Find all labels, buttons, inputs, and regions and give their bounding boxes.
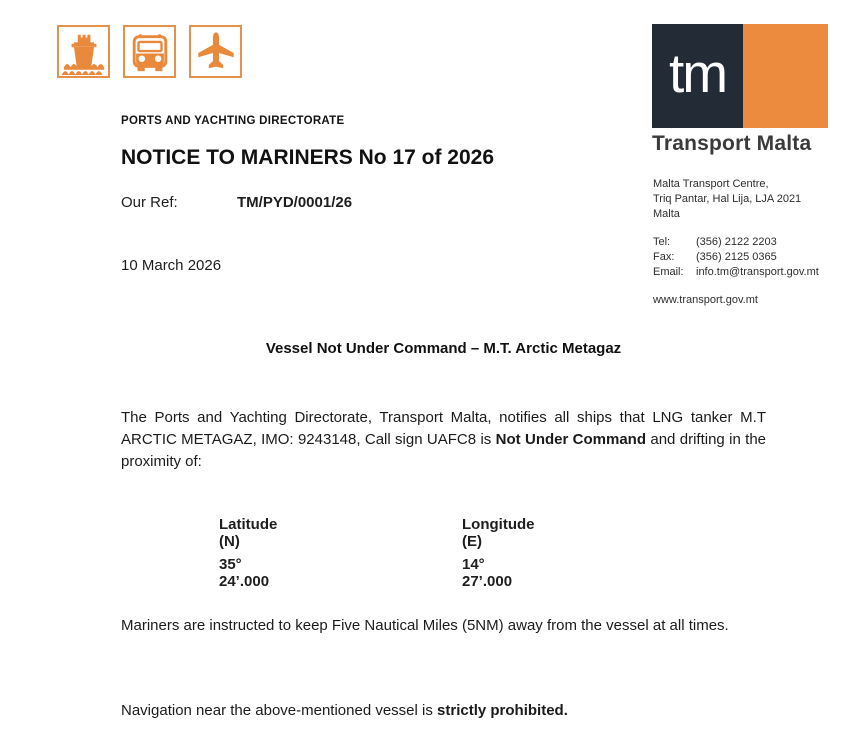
longitude-value: 14° 27’.000: [462, 556, 513, 590]
address-line: Triq Pantar, Hal Lija, LJA 2021: [653, 193, 802, 205]
paragraph-prohibition: [121, 700, 766, 722]
contact-block: [653, 177, 819, 308]
ship-icon: [57, 25, 110, 78]
fax-value: (356) 2125 0365: [696, 251, 777, 263]
latitude-value: 35° 24’.000: [219, 556, 270, 590]
fax-label: Fax:: [653, 251, 675, 263]
email-value: info.tm@transport.gov.mt: [696, 266, 819, 278]
directorate-heading: PORTS AND YACHTING DIRECTORATE: [121, 115, 345, 127]
address-block: [653, 177, 819, 222]
paragraph-vessel-status: [121, 407, 766, 473]
paragraph-safe-distance: Mariners are instructed to keep Five Nautical Miles (5NM) away from the vessel at all times.: [121, 617, 729, 634]
transport-icons-row: [57, 25, 242, 78]
notice-title: NOTICE TO MARINERS No 17 of 2026: [121, 146, 495, 169]
document-date: 10 March 2026: [121, 257, 222, 274]
reference-row: [121, 194, 352, 211]
logo-orange-block: [743, 24, 828, 128]
website: www.transport.gov.mt: [653, 294, 758, 306]
brand-name: Transport Malta: [652, 132, 812, 155]
latitude-label: Latitude (N): [219, 516, 278, 550]
bus-icon: [123, 25, 176, 78]
para3-bold-text: strictly prohibited.: [437, 702, 568, 719]
para1-bold-text: Not Under Command: [495, 431, 647, 448]
address-line: Malta: [653, 208, 680, 220]
ref-label: Our Ref:: [121, 194, 178, 211]
subject-heading: Vessel Not Under Command – M.T. Arctic Metagaz: [265, 340, 622, 357]
logo-dark-block: [652, 24, 743, 128]
plane-icon-glyph: [193, 29, 239, 75]
para3-text: Navigation near the above-mentioned vessel is: [121, 702, 438, 719]
tel-row: [653, 235, 819, 250]
bus-icon-glyph: [127, 29, 173, 75]
phone-email-block: [653, 235, 819, 280]
ship-icon-glyph: [61, 29, 107, 75]
para1-text-end: and drifting in the proximity of:: [121, 431, 767, 470]
tel-value: (356) 2122 2203: [696, 236, 777, 248]
transport-malta-logo: [652, 24, 828, 128]
plane-icon: [189, 25, 242, 78]
ref-value: TM/PYD/0001/26: [237, 194, 353, 211]
longitude-label: Longitude (E): [462, 516, 535, 550]
tel-label: Tel:: [653, 236, 671, 248]
email-row: [653, 265, 819, 280]
para1-text: The Ports and Yachting Directorate, Transport Malta, notifies all ships that LNG tanker M.T ARCTIC METAGAZ, IMO: 9243148, Call sign UAFC8 is: [121, 409, 766, 448]
email-label: Email:: [653, 266, 684, 278]
address-line: Malta Transport Centre,: [653, 178, 769, 190]
logo-text: tm: [668, 42, 727, 104]
fax-row: [653, 250, 819, 265]
